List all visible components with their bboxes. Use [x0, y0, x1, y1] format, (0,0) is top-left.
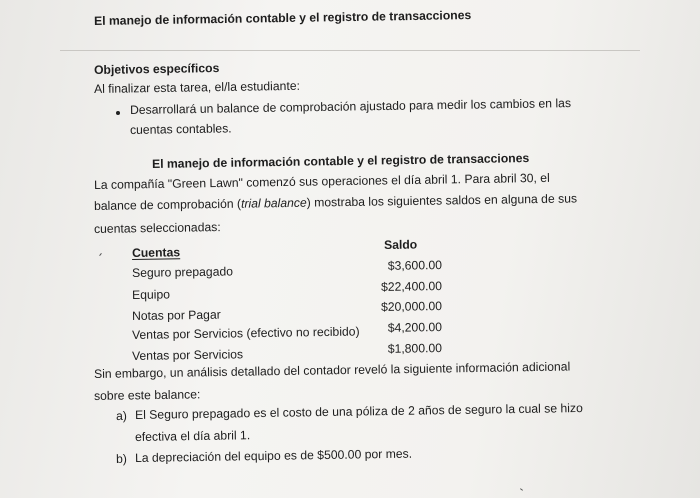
table-row-account: Notas por Pagar: [131, 307, 221, 323]
objective-line-1: Desarrollará un balance de comprobación ajustado para medir los cambios en las: [129, 96, 572, 117]
table-header-balance: Saldo: [383, 237, 418, 252]
divider: [60, 50, 640, 51]
pen-mark: [99, 253, 102, 256]
table-row-amount: $3,600.00: [387, 258, 443, 273]
table-row-amount: $1,800.00: [387, 341, 443, 356]
paragraph-2-line-2: sobre este balance:: [93, 387, 201, 403]
table-row-account: Seguro prepagado: [131, 264, 234, 280]
header-title: El manejo de información contable y el registro de transacciones: [93, 8, 472, 28]
paragraph-1-line-1: La compañía "Green Lawn" comenzó sus operaciones el día abril 1. Para abril 30, el: [93, 170, 550, 192]
table-row-account: Ventas por Servicios: [131, 347, 244, 363]
bullet-icon: [116, 111, 120, 115]
paragraph-1-line-2: balance de comprobación (trial balance) mostraba los siguientes saldos en alguna de sus: [93, 191, 578, 213]
objective-line-2: cuentas contables.: [129, 121, 232, 137]
objectives-heading: Objetivos específicos: [93, 61, 220, 77]
item-b-line-1: La depreciación del equipo es de $500.00 por mes.: [134, 446, 413, 465]
paragraph-2-line-1: Sin embargo, un análisis detallado del contador reveló la siguiente información adicional: [93, 359, 571, 381]
objectives-intro: Al finalizar esta tarea, el/la estudiante:: [93, 78, 301, 96]
section-title: El manejo de información contable y el registro de transacciones: [151, 151, 530, 171]
item-a-line-2: efectiva el día abril 1.: [134, 428, 251, 444]
table-header-accounts: Cuentas: [131, 245, 181, 260]
table-row-amount: $22,400.00: [380, 279, 443, 294]
table-row-account: Equipo: [131, 287, 171, 302]
item-b-marker: b): [115, 451, 127, 466]
table-row-account: Ventas por Servicios (efectivo no recibido): [131, 324, 360, 342]
item-a-marker: a): [115, 408, 127, 423]
paragraph-1-line-3: cuentas seleccionadas:: [93, 220, 221, 236]
table-row-amount: $20,000.00: [380, 299, 443, 314]
item-a-line-1: El Seguro prepagado es el costo de una póliza de 2 años de seguro la cual se hizo: [134, 400, 583, 422]
table-row-amount: $4,200.00: [387, 320, 443, 335]
pen-mark: [520, 488, 523, 491]
